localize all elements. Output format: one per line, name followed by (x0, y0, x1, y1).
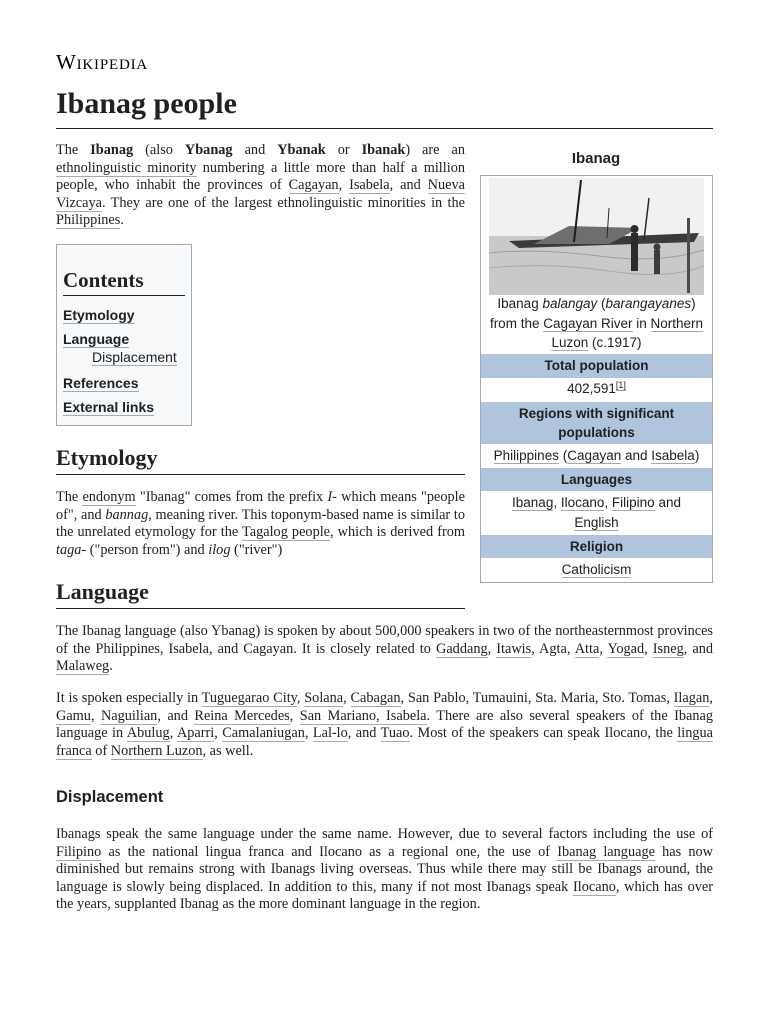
text-run: , meaning river. This toponym-based name is similar to the unrelated etymology for the (56, 506, 465, 541)
religion-header: Religion (481, 535, 712, 558)
wiki-link[interactable]: Yogad (607, 640, 645, 657)
wiki-link[interactable]: Ilagan (673, 690, 710, 706)
wiki-link[interactable]: Isabela (651, 448, 695, 463)
text-run: , Agta, (531, 640, 575, 657)
text-run: ( (597, 296, 606, 311)
balangay-photo[interactable] (489, 178, 704, 295)
text-run: ) from the (489, 296, 696, 331)
italic-term: ilog (208, 541, 231, 558)
text-run: and (621, 448, 652, 463)
wiki-link[interactable]: Lal-lo (312, 725, 348, 742)
text-run: has now diminished but remains strong with Ibanags living overseas. Thus while there may still be Ibanags around, the language is slowly being displaced. In addition to this, many if not most Ibanags speak (56, 843, 714, 895)
wiki-link[interactable]: Philippines (56, 212, 121, 229)
wiki-link[interactable]: Ibanag (512, 495, 554, 510)
text-run: The (56, 142, 91, 158)
text-run: (c.1917) (588, 335, 642, 350)
text-run: , and (347, 725, 381, 742)
text-run: as the national lingua franca and Ilocano as a regional one, the use of (101, 843, 558, 860)
text-run: which means "people of", and (56, 489, 465, 523)
text-run: The Ibanag language (also Ybanag) is spoken by about 500,000 speakers in two of the northeasternmost provinces of the Philippines, Isabela, and Cagayan. It is closely related to (56, 623, 713, 657)
population-reference-link[interactable]: [1] (615, 379, 626, 390)
italic-term: taga- (56, 541, 87, 558)
italic-term: balangay (542, 296, 598, 311)
text-run: , and (683, 640, 714, 657)
wiki-link[interactable]: Malaweg (56, 658, 110, 675)
languages-header: Languages (481, 468, 712, 491)
bold-term: Ibanak (361, 142, 406, 158)
wiki-link[interactable]: Reina Mercedes (194, 707, 290, 724)
text-run: , (214, 725, 223, 742)
text-run: , (599, 640, 608, 657)
text-run: It is spoken especially in (56, 690, 202, 706)
wiki-link[interactable]: English (574, 514, 619, 530)
text-run: and (232, 142, 278, 158)
wiki-link[interactable]: Filipino (56, 843, 102, 860)
wiki-link[interactable]: Filipino (611, 495, 655, 510)
table-of-contents (56, 244, 192, 426)
total-population-value (481, 379, 712, 399)
regions-value (481, 446, 712, 466)
toc-item-external-links[interactable]: External links (63, 399, 155, 415)
wiki-link[interactable]: Gaddang (436, 640, 488, 657)
toc-item-displacement[interactable]: Displacement (92, 349, 177, 365)
wiki-link[interactable]: Cagayan River (543, 315, 633, 331)
text-run: . They are one of the largest ethnolinguistic minorities in the (101, 194, 465, 211)
text-run: , as well. (202, 742, 254, 759)
text-run: (also (133, 142, 185, 158)
etymology-heading: Etymology (56, 444, 465, 475)
language-paragraph-1 (56, 623, 713, 676)
wikipedia-logo[interactable]: Wikipedia (56, 50, 149, 74)
text-run: , (553, 495, 561, 510)
text-run: ("river") (230, 541, 283, 558)
text-run: or (325, 142, 362, 158)
bold-term: Ibanag (90, 142, 134, 158)
language-heading: Language (56, 578, 465, 609)
religion-value (481, 560, 712, 580)
text-run: ("person from") and (86, 541, 209, 558)
wiki-link[interactable]: Nueva Vizcaya (56, 177, 465, 211)
text-run: , San Pablo, Tumauini, Sta. Maria, Sto. Tomas, (400, 690, 674, 706)
text-run: . (109, 658, 113, 675)
photo-caption (485, 294, 708, 353)
text-run: . Most of the speakers can speak Ilocano, the (409, 725, 678, 742)
wiki-link[interactable]: Abulug (126, 725, 170, 742)
lead-paragraph (56, 142, 465, 230)
bold-term: Ybanag (184, 142, 233, 158)
infobox (480, 175, 713, 583)
wiki-link[interactable]: Tuguegarao City (201, 690, 297, 706)
wiki-link[interactable]: Northern Luzon (110, 742, 203, 759)
wiki-link[interactable]: Philippines (493, 448, 559, 463)
text-run: , which has over the years, supplanted Ibanag as the more dominant language in the region. (56, 878, 713, 913)
italic-term: bannag (105, 506, 149, 523)
wiki-link[interactable]: Aparri (176, 725, 215, 742)
wiki-link[interactable]: Cagayan (567, 448, 622, 463)
wiki-link[interactable]: Atta (574, 640, 600, 657)
wiki-link[interactable]: ethnolinguistic minority (56, 159, 197, 176)
page-title: Ibanag people (56, 86, 713, 129)
wiki-link[interactable]: Ibanag language (557, 843, 655, 860)
text-run: , (644, 640, 653, 657)
toc-item-references[interactable]: References (63, 375, 139, 391)
wiki-link[interactable]: endonym (82, 489, 136, 505)
wiki-link[interactable]: lingua franca (56, 725, 713, 759)
text-run: of (91, 742, 111, 759)
text-run: "Ibanag" comes from the prefix (135, 489, 328, 505)
text-run: , (487, 640, 497, 657)
text-run: ) (694, 448, 700, 463)
text-run: . There are also several speakers of the Ibanag language in (56, 707, 713, 742)
total-population-header: Total population (481, 354, 712, 378)
text-run: and (654, 495, 681, 510)
text-run: , which is derived from (330, 524, 465, 541)
text-run: , (604, 495, 612, 510)
wiki-link[interactable]: San Mariano, Isabela (299, 707, 427, 724)
text-run: , (709, 690, 713, 706)
wiki-link[interactable]: Cagayan (288, 177, 339, 194)
languages-value (481, 493, 712, 532)
wiki-link[interactable]: Solana (304, 690, 344, 706)
text-run: , and (389, 177, 428, 194)
text-run: , (90, 707, 101, 724)
text-run: numbering a little more than half a million people, who inhabit the provinces of (56, 159, 465, 194)
text-run: , (343, 690, 351, 706)
wiki-link[interactable]: Gamu (56, 707, 91, 724)
italic-term: barangayanes (605, 296, 692, 311)
wiki-link[interactable]: Isneg (652, 640, 684, 657)
text-run: , (296, 690, 305, 706)
wiki-link[interactable]: Catholicism (561, 562, 632, 577)
etymology-paragraph (56, 489, 465, 559)
text-run: . (120, 212, 124, 229)
text-run: ( (558, 448, 568, 463)
wiki-link[interactable]: Isabela (349, 177, 390, 194)
wiki-link[interactable]: Ilocano (573, 878, 616, 895)
infobox-title: Ibanag (571, 150, 621, 167)
wiki-link[interactable]: Itawis (496, 640, 532, 657)
wiki-link[interactable]: Camalaniugan (222, 725, 305, 742)
wiki-link[interactable]: Ilocano (560, 495, 605, 510)
text-run: Ibanags speak the same language under the same name. However, due to several factors including the use of (56, 826, 713, 842)
text-run: , (289, 707, 300, 724)
text-run: , and (157, 707, 195, 724)
wiki-link[interactable]: Cabagan (350, 690, 401, 706)
language-paragraph-2 (56, 690, 713, 760)
displacement-heading: Displacement (56, 788, 164, 806)
wiki-link[interactable]: Northern Luzon (551, 315, 704, 350)
toc-item-language[interactable]: Language (63, 331, 130, 347)
text-run: , (304, 725, 313, 742)
text-run: The (56, 489, 83, 505)
text-run: Ibanag (497, 296, 543, 311)
toc-title: Contents (63, 268, 185, 296)
wiki-link[interactable]: Naguilian (100, 707, 158, 724)
text-run: in (632, 315, 651, 331)
text-run: ) are an (405, 142, 465, 158)
text-run: , (338, 177, 350, 194)
wiki-link[interactable]: Tuao (380, 725, 410, 742)
displacement-paragraph (56, 826, 713, 914)
text-run: , (169, 725, 177, 742)
population-number: 402,591 (567, 381, 616, 396)
toc-item-etymology[interactable]: Etymology (63, 307, 135, 323)
regions-header: Regions with significant populations (481, 402, 712, 444)
italic-term: I- (327, 489, 337, 505)
wiki-link[interactable]: Tagalog people (242, 524, 331, 541)
bold-term: Ybanak (277, 142, 326, 158)
